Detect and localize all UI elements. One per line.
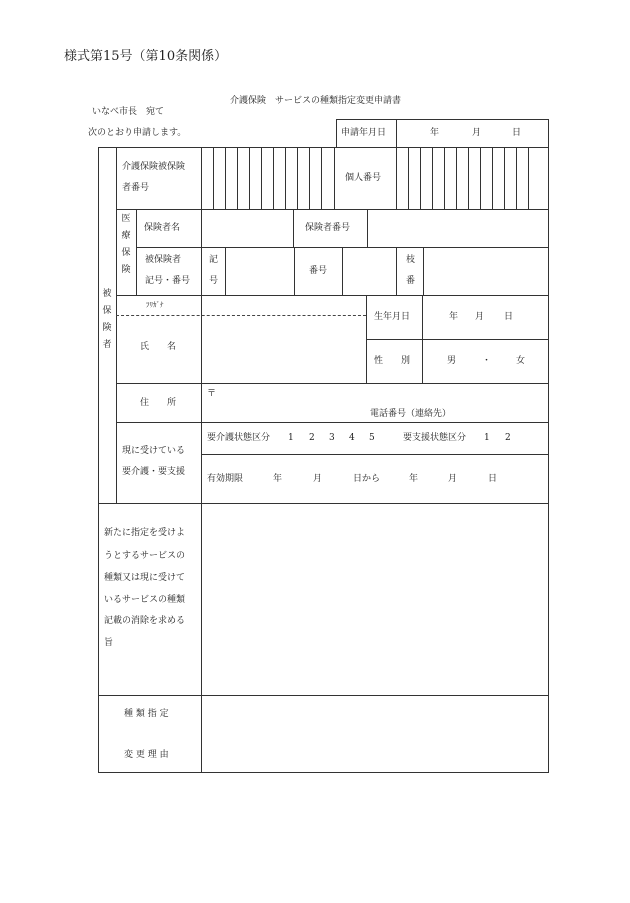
intro-text: 次のとおり申請します。 [88, 128, 187, 138]
request-label-6: 旨 [104, 638, 114, 648]
care-level-label-1: 現に受けている [122, 446, 186, 456]
form-number: 様式第15号（第10条関係） [64, 49, 228, 64]
support-need-label: 要支援状態区分 [403, 433, 467, 443]
addressee: いなべ市長 宛て [92, 107, 165, 117]
care-need-5[interactable]: 5 [369, 433, 375, 443]
insurer-number-label: 保険者番号 [305, 223, 351, 233]
sex-female[interactable]: 女 [516, 356, 526, 366]
birth-year: 年 [449, 312, 459, 322]
care-need-2[interactable]: 2 [309, 433, 315, 443]
medical-side-label: 医 療 保 険 [121, 214, 131, 275]
card-symbol-label-1: 被保険者 [145, 255, 182, 265]
care-need-1[interactable]: 1 [288, 433, 294, 443]
phone-label: 電話番号（連絡先） [370, 409, 452, 419]
care-level-label-2: 要介護・要支援 [122, 467, 186, 477]
postal-mark: 〒 [207, 389, 217, 399]
request-label-2: うとするサービスの [104, 551, 186, 561]
validity-day-from: 日から [353, 474, 381, 484]
insured-side-label: 被 保 険 者 [102, 289, 112, 350]
care-need-4[interactable]: 4 [349, 433, 355, 443]
validity-month-from: 月 [313, 474, 323, 484]
request-label-4: いるサービスの種類 [104, 595, 186, 605]
personal-number-label: 個人番号 [345, 173, 382, 183]
sex-male[interactable]: 男 [447, 356, 457, 366]
insured-number-label-2: 者番号 [122, 183, 150, 193]
care-need-3[interactable]: 3 [329, 433, 335, 443]
card-symbol-label-2: 記号・番号 [145, 276, 191, 286]
insured-number-label-1: 介護保険被保険 [122, 162, 186, 172]
application-date-label: 申請年月日 [341, 128, 387, 138]
validity-month-to: 月 [448, 474, 458, 484]
validity-year-to: 年 [409, 474, 419, 484]
application-year: 年 [430, 128, 440, 138]
sex-label: 性 別 [374, 356, 411, 366]
symbol-label-1: 記 [209, 255, 219, 265]
symbol-label-2: 号 [209, 276, 219, 286]
support-need-2[interactable]: 2 [505, 433, 511, 443]
validity-day-to: 日 [488, 474, 498, 484]
reason-label-2: 変 更 理 由 [124, 750, 169, 760]
name-label: 氏 名 [140, 342, 177, 352]
care-need-label: 要介護状態区分 [207, 433, 271, 443]
address-label: 住 所 [140, 398, 177, 408]
branch-label-2: 番 [406, 276, 416, 286]
request-label-5: 記載の消除を求める [104, 616, 186, 626]
sex-separator: ・ [482, 356, 492, 366]
application-month: 月 [472, 128, 482, 138]
insurer-name-label: 保険者名 [144, 223, 181, 233]
reason-label-1: 種 類 指 定 [124, 709, 169, 719]
birth-month: 月 [475, 312, 485, 322]
number-label: 番号 [309, 266, 328, 276]
validity-label: 有効期限 [207, 474, 244, 484]
request-label-3: 種類又は現に受けて [104, 573, 186, 583]
form-title: 介護保険 サービスの種類指定変更申請書 [230, 96, 402, 106]
application-day: 日 [512, 128, 522, 138]
validity-year-from: 年 [273, 474, 283, 484]
birth-day: 日 [504, 312, 514, 322]
request-label-1: 新たに指定を受けよ [104, 528, 186, 538]
branch-label-1: 枝 [406, 255, 416, 265]
support-need-1[interactable]: 1 [484, 433, 490, 443]
birthdate-label: 生年月日 [374, 312, 411, 322]
furigana-label: ﾌﾘｶﾞﾅ [146, 301, 164, 309]
